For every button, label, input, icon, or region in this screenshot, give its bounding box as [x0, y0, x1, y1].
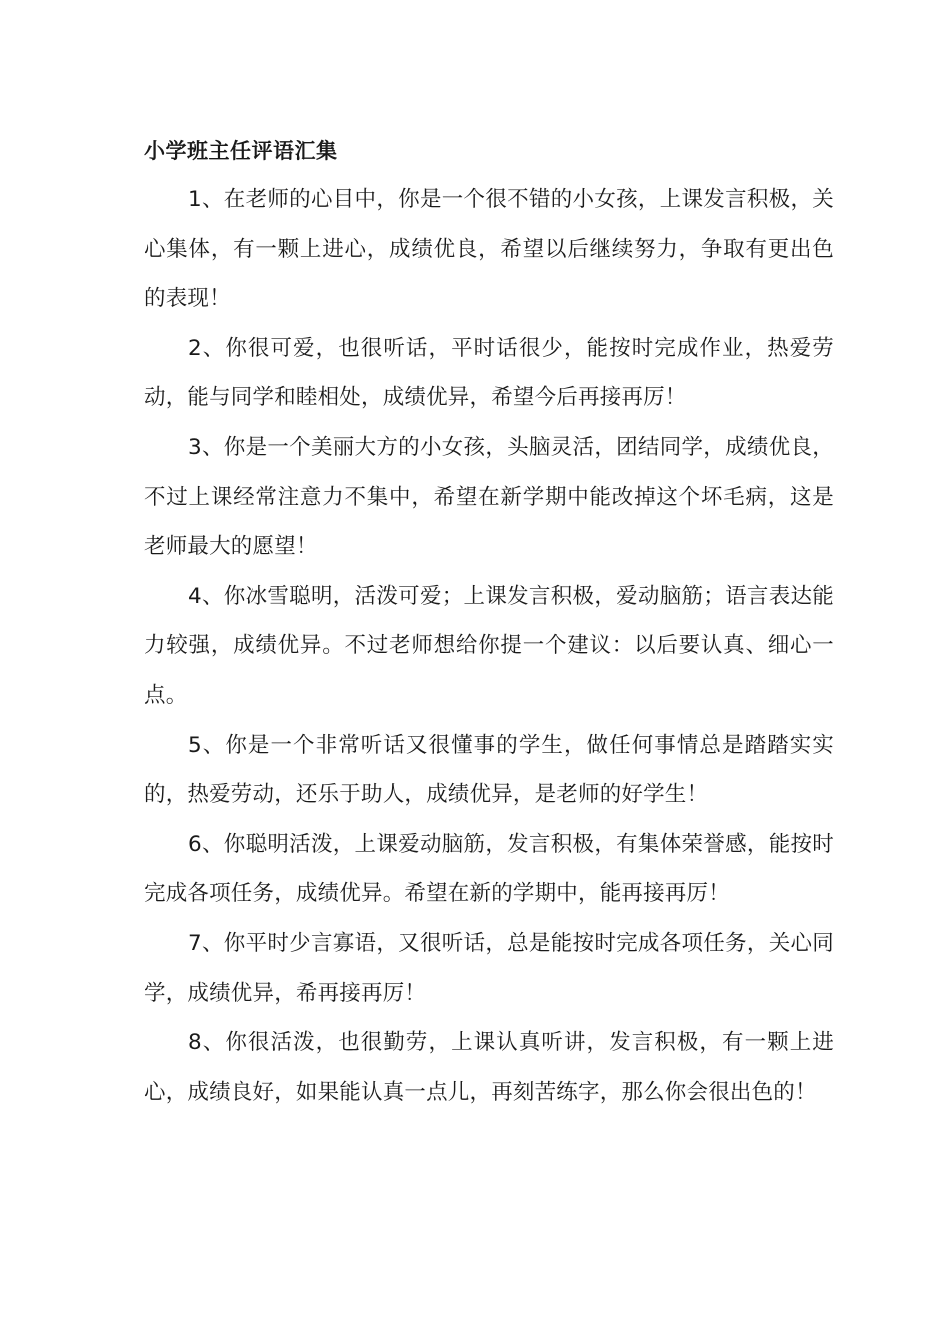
comment-paragraph-4: 4、你冰雪聪明，活泼可爱；上课发言积极，爱动脑筋；语言表达能力较强，成绩优异。不过老师想给你提一个建议：以后要认真、细心一点。 — [144, 583, 834, 708]
comment-paragraph-1: 1、在老师的心目中，你是一个很不错的小女孩，上课发言积极，关心集体，有一颗上进心，成绩优良，希望以后继续努力，争取有更出色的表现！ — [144, 187, 834, 312]
comment-paragraph-5: 5、你是一个非常听话又很懂事的学生，做任何事情总是踏踏实实的，热爱劳动，还乐于助人，成绩优异，是老师的好学生！ — [144, 732, 834, 808]
document-title: 小学班主任评语汇集 — [144, 139, 338, 163]
comment-paragraph-6: 6、你聪明活泼，上课爱动脑筋，发言积极，有集体荣誉感，能按时完成各项任务，成绩优异。希望在新的学期中，能再接再厉！ — [144, 831, 834, 907]
comment-paragraph-3: 3、你是一个美丽大方的小女孩，头脑灵活，团结同学，成绩优良，不过上课经常注意力不集中，希望在新学期中能改掉这个坏毛病，这是老师最大的愿望！ — [144, 434, 834, 560]
document-body — [144, 133, 834, 1117]
comment-paragraph-2: 2、你很可爱，也很听话，平时话很少，能按时完成作业，热爱劳动，能与同学和睦相处，成绩优异，希望今后再接再厉！ — [144, 335, 834, 411]
comment-paragraph-8: 8、你很活泼，也很勤劳，上课认真听讲，发言积极，有一颗上进心，成绩良好，如果能认真一点儿，再刻苦练字，那么你会很出色的！ — [144, 1030, 834, 1105]
comment-paragraph-7: 7、你平时少言寡语，又很听话，总是能按时完成各项任务，关心同学，成绩优异，希再接再厉！ — [144, 930, 834, 1006]
